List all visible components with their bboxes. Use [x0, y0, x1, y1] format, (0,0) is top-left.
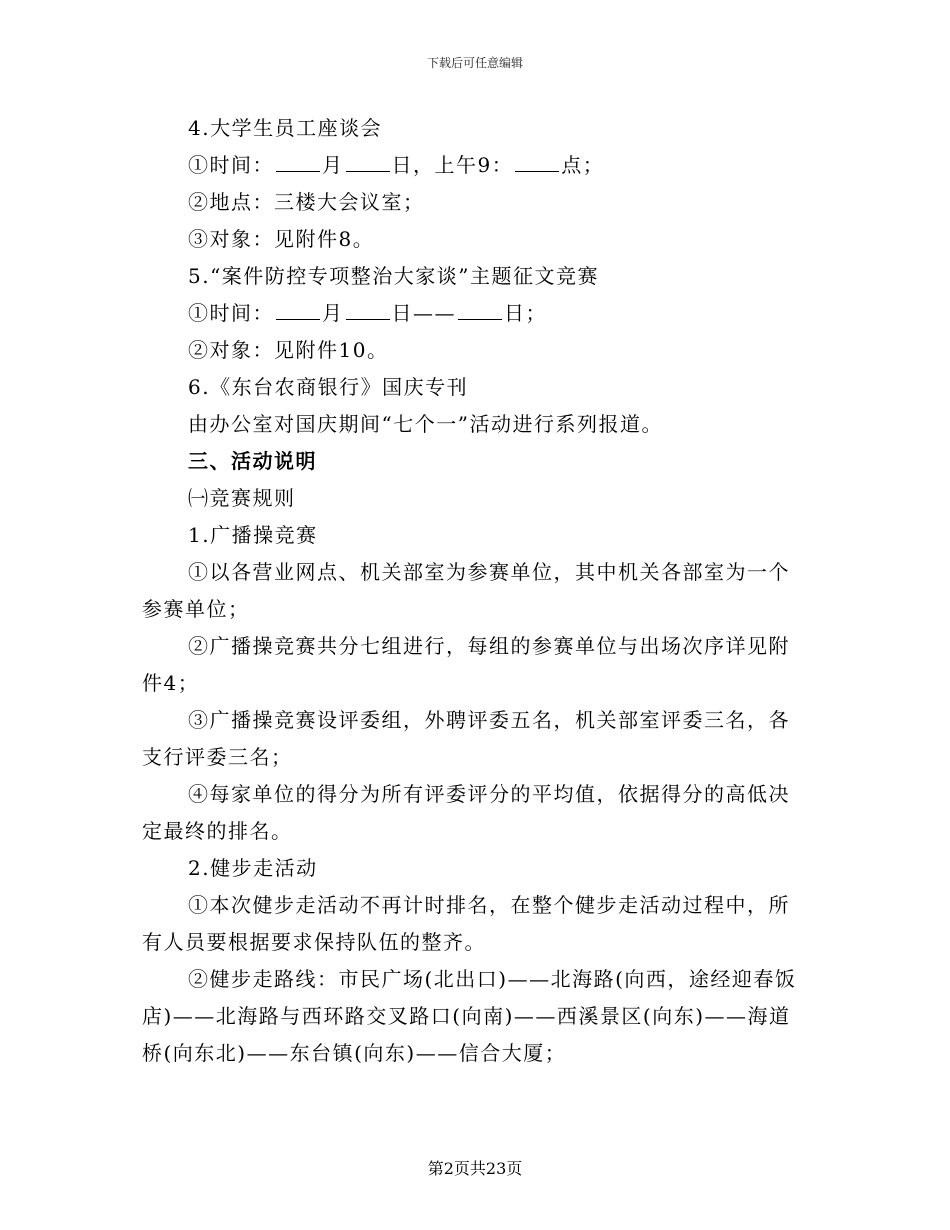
location-line: ②地点：三楼大会议室；: [188, 190, 425, 214]
blank-field: [515, 151, 559, 172]
item-heading-broadcast: 1.广播操竞赛: [188, 523, 318, 547]
blank-field: [458, 299, 502, 320]
blank-field: [276, 151, 320, 172]
subsection-heading: ㈠竞赛规则: [188, 486, 296, 510]
day-range-label: 日——: [391, 301, 456, 325]
hour-label: 点；: [561, 153, 605, 177]
rule-paragraph-2: ②广播操竞赛共分七组进行，每组的参赛单位与出场次序详见附件4；: [142, 634, 790, 695]
item-heading-6: 6.《东台农商银行》国庆专刊: [188, 375, 469, 399]
header-note: 下载后可任意编辑: [426, 56, 523, 70]
page-number: 第2页共23页: [427, 1159, 523, 1178]
month-label: 月: [322, 153, 344, 177]
item-heading-walk: 2.健步走活动: [188, 856, 318, 880]
rule-paragraph-1: ①以各营业网点、机关部室为参赛单位，其中机关各部室为一个参赛单位；: [142, 560, 790, 621]
item-heading-5: 5.“案件防控专项整治大家谈”主题征文竞赛: [188, 264, 600, 288]
month-label: 月: [322, 301, 344, 325]
blank-field: [346, 151, 390, 172]
rule-paragraph-4: ④每家单位的得分为所有评委评分的平均值，依据得分的高低决定最终的排名。: [142, 782, 790, 843]
blank-field: [276, 299, 320, 320]
rule-paragraph-3: ③广播操竞赛设评委组，外聘评委五名，机关部室评委三名，各支行评委三名；: [142, 708, 790, 769]
report-line: 由办公室对国庆期间“七个一”活动进行系列报道。: [188, 412, 663, 436]
walk-paragraph-1: ①本次健步走活动不再计时排名，在整个健步走活动过程中，所有人员要根据要求保持队伍的整齐。: [142, 893, 790, 954]
day-label: 日，上午9：: [391, 153, 514, 177]
document-body: [142, 110, 810, 1072]
day-end-label: 日；: [504, 301, 547, 325]
walk-paragraph-2: ②健步走路线：市民广场(北出口)——北海路(向西，途经迎春饭店)——北海路与西环路交叉路口(向南)——西溪景区(向东)——海道桥(向东北)——东台镇(向东)——信合大厦；: [142, 967, 797, 1065]
target-line-5: ②对象：见附件10。: [188, 338, 389, 362]
blank-field: [346, 299, 390, 320]
time-line-5: [142, 295, 810, 332]
time-label: ①时间：: [188, 153, 274, 177]
target-line-4: ③对象：见附件8。: [188, 227, 375, 251]
time-label: ①时间：: [188, 301, 274, 325]
time-line-4: [142, 147, 810, 184]
item-heading-4: 4.大学生员工座谈会: [188, 116, 383, 140]
section-heading: 三、活动说明: [188, 449, 317, 473]
